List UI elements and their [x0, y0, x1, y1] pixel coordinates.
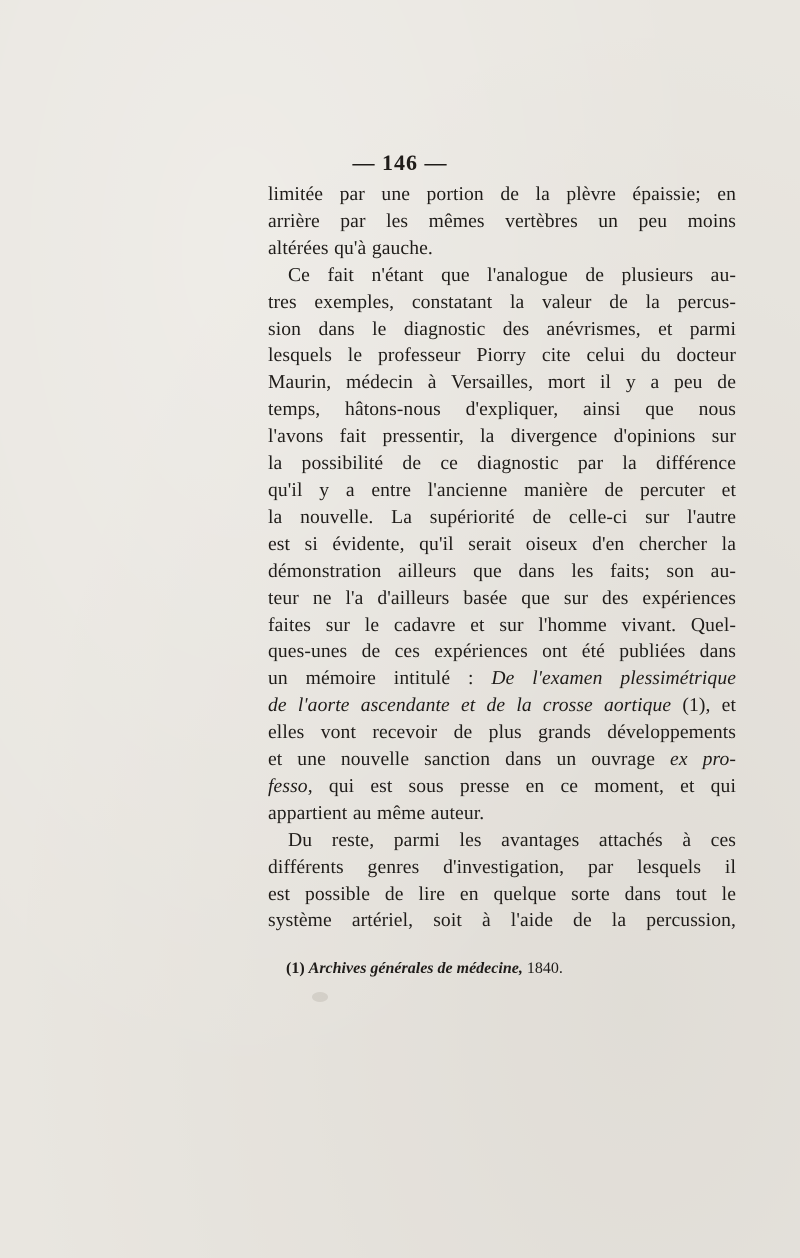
- text-line: démonstration ailleurs que dans les faits; son au-: [268, 560, 736, 582]
- text-line: qu'il y a entre l'ancienne manière de percuter et: [268, 479, 736, 501]
- footnote-year: 1840.: [526, 960, 563, 977]
- text-line: la nouvelle. La supériorité de celle-ci sur l'autre: [268, 506, 736, 528]
- text-line: est si évidente, qu'il serait oiseux d'en chercher la: [268, 533, 736, 555]
- text-line: temps, hâtons-nous d'expliquer, ainsi que nous: [268, 399, 736, 421]
- italic-title-segment: De l'examen plessimétrique: [491, 668, 736, 690]
- text-segment: et une nouvelle sanction dans un ouvrage: [268, 749, 656, 771]
- text-line: la possibilité de ce diagnostic par la différence: [268, 453, 736, 475]
- text-line: Maurin, médecin à Versailles, mort il y a peu de: [268, 372, 736, 394]
- text-line: altérées qu'à gauche.: [268, 237, 433, 259]
- text-line: teur ne l'a d'ailleurs basée que sur des expériences: [268, 587, 736, 609]
- body-text: [268, 182, 736, 935]
- text-line: tres exemples, constatant la valeur de la percus-: [268, 291, 736, 313]
- italic-latin-segment: fesso: [268, 775, 308, 797]
- text-line: Du reste, parmi les avantages attachés à ces: [288, 829, 736, 851]
- text-line: [268, 774, 736, 801]
- text-line: est possible de lire en quelque sorte dans tout le: [268, 883, 736, 905]
- text-line: différents genres d'investigation, par lesquels il: [268, 856, 736, 878]
- text-segment: , qui est sous presse en ce moment, et qui: [307, 775, 736, 797]
- footnote-source: Archives générales de médecine,: [308, 960, 523, 977]
- text-segment: un mémoire intitulé :: [268, 668, 474, 690]
- ink-smudge: [312, 992, 328, 1002]
- text-line: [268, 666, 736, 693]
- text-line: lesquels le professeur Piorry cite celui du docteur: [268, 345, 736, 367]
- text-line: appartient au même auteur.: [268, 802, 485, 824]
- text-line: elles vont recevoir de plus grands développements: [268, 722, 736, 744]
- page-number: — 146 —: [352, 150, 448, 175]
- footnote: [286, 958, 706, 980]
- footnote-reference: (1), et: [682, 695, 736, 717]
- text-line: ques-unes de ces expériences ont été publiées dans: [268, 641, 736, 663]
- text-line: [268, 747, 736, 774]
- footnote-marker: (1): [286, 960, 305, 977]
- text-line: sion dans le diagnostic des anévrismes, et parmi: [268, 318, 736, 340]
- text-line: faites sur le cadavre et sur l'homme vivant. Quel-: [268, 614, 736, 636]
- italic-title-segment: de l'aorte ascendante et de la crosse aortique: [268, 695, 672, 717]
- text-line: Ce fait n'étant que l'analogue de plusieurs au-: [288, 264, 736, 286]
- italic-latin-segment: ex pro-: [670, 749, 736, 771]
- text-line: système artériel, soit à l'aide de la percussion,: [268, 910, 736, 932]
- text-line: limitée par une portion de la plèvre épaissie; en: [268, 184, 736, 205]
- text-line: arrière par les mêmes vertèbres un peu moins: [268, 210, 736, 232]
- text-line: [268, 693, 736, 720]
- text-line: l'avons fait pressentir, la divergence d'opinions sur: [268, 426, 736, 448]
